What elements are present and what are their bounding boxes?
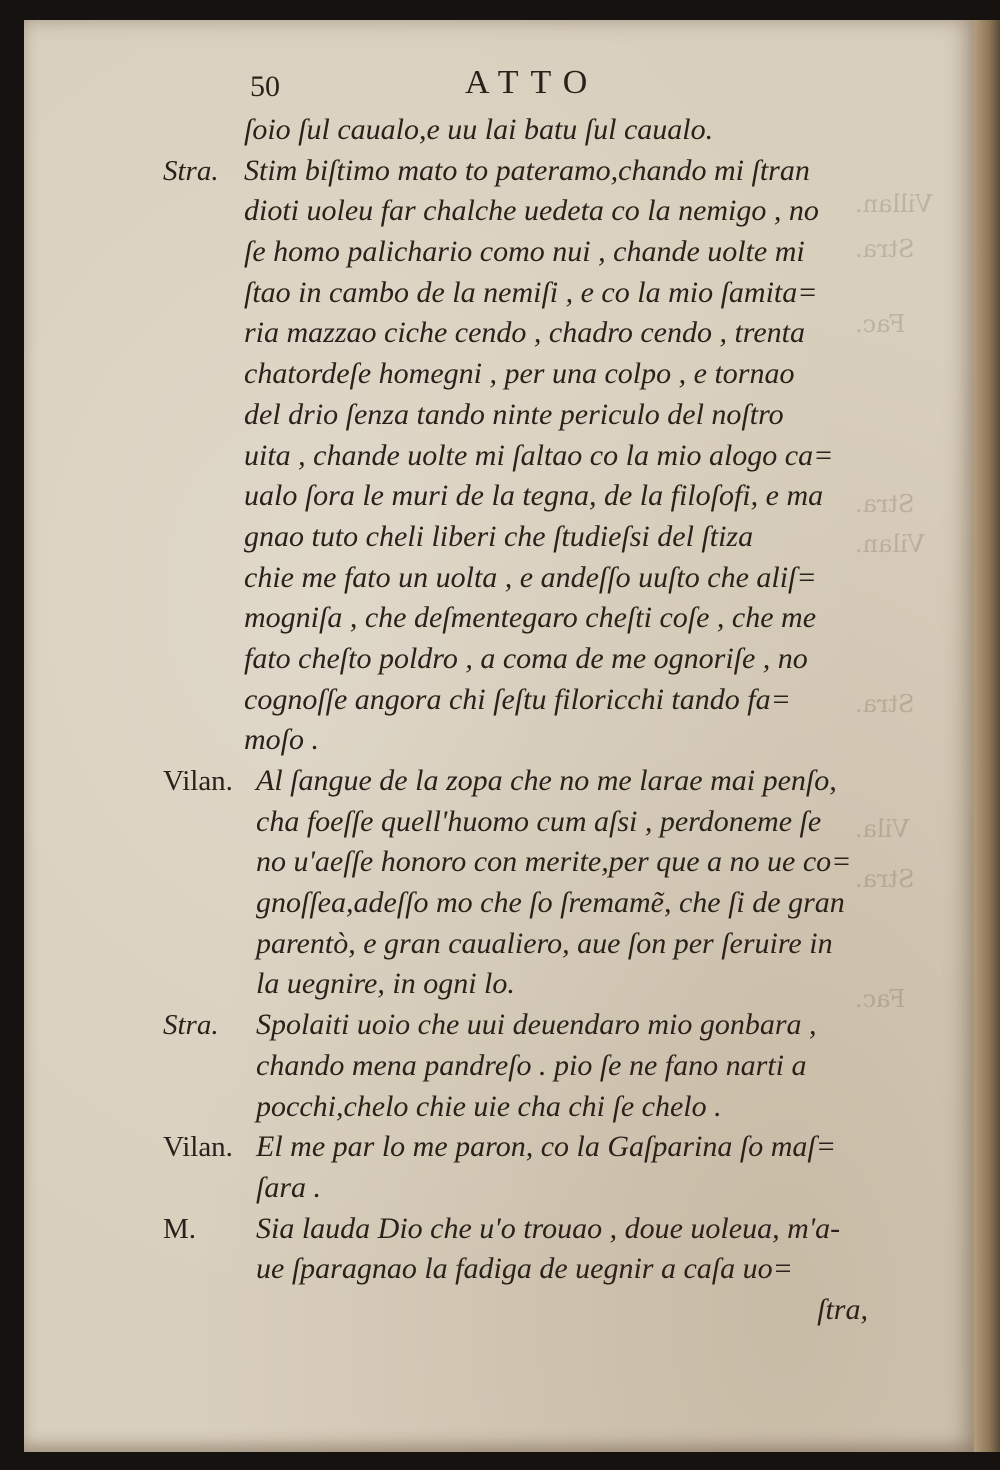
speaker-label: Vilan. <box>163 1131 233 1164</box>
text-line <box>0 1005 1000 1046</box>
verse-line: cognoſſe angora chi ſeſtu filoricchi tando fa= <box>244 682 791 716</box>
text-line <box>0 1046 1000 1087</box>
verse-line: mogniſa , che deſmentegaro cheſti coſe , che me <box>244 601 817 635</box>
verse-line: dioti uoleu far chalche uedeta co la nemigo , no <box>244 194 819 228</box>
verse-line: gnao tuto cheli liberi che ſtudieſsi del ſtiza <box>244 519 754 553</box>
text-line <box>0 395 1000 436</box>
speaker-label: Stra. <box>163 1009 219 1042</box>
text-line <box>0 761 1000 802</box>
verse-line: Spolaiti uoio che uui deuendaro mio gonbara , <box>256 1008 817 1042</box>
text-line <box>0 436 1000 477</box>
verse-line: pocchi,chelo chie uie cha chi ſe chelo . <box>256 1089 722 1123</box>
running-head-title: ATTO <box>465 64 600 101</box>
catchword: ſtra, <box>817 1292 868 1326</box>
verse-line: Sia lauda Dio che u'o trouao , doue uoleua, m'a- <box>256 1211 841 1245</box>
verse-line: chie me fato un uolta , e andeſſo uuſto che aliſ= <box>244 560 817 594</box>
text-line <box>0 273 1000 314</box>
speaker-label: Vilan. <box>163 765 233 797</box>
text-line <box>0 1127 1000 1168</box>
text-line <box>0 354 1000 395</box>
verse-line: ue ſparagnao la fadiga de uegnir a caſa uo= <box>256 1252 793 1286</box>
verse-line: ria mazzao ciche cendo , chadro cendo , trenta <box>244 316 805 350</box>
text-line <box>0 151 1000 192</box>
verse-line: ſe homo palichario como nui , chande uolte mi <box>244 235 805 269</box>
verse-line: El me par lo me paron, co la Gaſparina ſo maſ= <box>256 1130 836 1164</box>
speaker-label: M. <box>163 1212 197 1245</box>
verse-line: Al ſangue de la zopa che no me larae mai penſo, <box>256 764 837 797</box>
verse-line: gnoſſea,adeſſo mo che ſo ſremamẽ, che ſi de gran <box>256 886 845 920</box>
verse-line: ſara . <box>256 1170 322 1204</box>
text-line <box>0 110 1000 151</box>
verse-line: ualo ſora le muri de la tegna, de la filoſofi, e ma <box>244 479 824 513</box>
page-number: 50 <box>250 70 280 103</box>
verse-line: parentò, e gran caualiero, aue ſon per ſeruire in <box>256 926 833 960</box>
text-line <box>0 1249 1000 1290</box>
text-line <box>0 1168 1000 1209</box>
verse-line: ſoio ſul caualo,e uu lai batu ſul caualo. <box>244 113 714 146</box>
verse-line: la uegnire, in ogni lo. <box>256 967 515 1001</box>
text-line <box>0 639 1000 680</box>
text-line <box>0 680 1000 721</box>
verse-line: uita , chande uolte mi ſaltao co la mio alogo ca= <box>244 438 834 472</box>
text-line <box>0 964 1000 1005</box>
text-line <box>0 802 1000 843</box>
text-line <box>0 558 1000 599</box>
text-line <box>0 191 1000 232</box>
text-line <box>0 883 1000 924</box>
text-line <box>0 517 1000 558</box>
speaker-label: Stra. <box>163 154 219 187</box>
text-line <box>0 720 1000 761</box>
text-line <box>0 313 1000 354</box>
verse-line: del drio ſenza tando ninte periculo del noſtro <box>244 397 784 431</box>
text-line <box>0 1290 1000 1331</box>
text-line <box>0 1087 1000 1128</box>
verse-line: chatordeſe homegni , per una colpo , e tornao <box>244 357 795 391</box>
running-head <box>0 64 1000 110</box>
verse-line: fato cheſto poldro , a coma de me ognoriſe , no <box>244 641 808 675</box>
text-line <box>0 476 1000 517</box>
verse-line: moſo . <box>244 723 319 757</box>
text-line <box>0 598 1000 639</box>
text-line <box>0 1209 1000 1250</box>
text-line <box>0 842 1000 883</box>
play-text <box>0 110 1000 1331</box>
verse-line: cha foeſſe quell'huomo cum aſsi , perdoneme ſe <box>256 804 822 838</box>
text-line <box>0 232 1000 273</box>
verse-line: Stim biſtimo mato to pateramo,chando mi ſtran <box>244 153 810 187</box>
verse-line: ſtao in cambo de la nemiſi , e co la mio ſamita= <box>244 275 818 309</box>
verse-line: no u'aeſſe honoro con merite,per que a no ue co= <box>256 845 852 879</box>
verse-line: chando mena pandreſo . pio ſe ne fano narti a <box>256 1048 807 1082</box>
text-line <box>0 924 1000 965</box>
